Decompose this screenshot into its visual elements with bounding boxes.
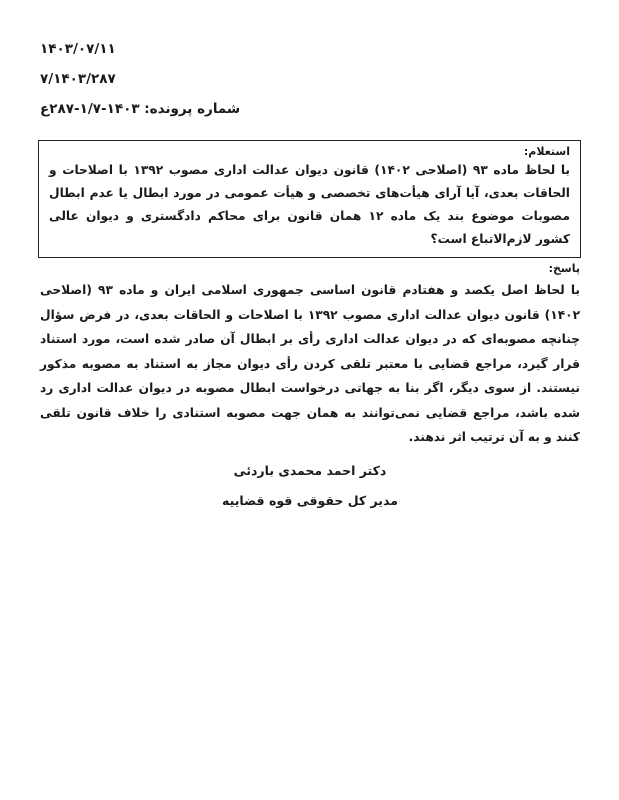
question-box bbox=[38, 140, 581, 258]
answer-label: پاسخ: bbox=[548, 262, 580, 275]
signature-block bbox=[180, 456, 440, 516]
signatory-name: دکتر احمد محمدی باردئی bbox=[233, 463, 387, 478]
answer-section bbox=[40, 262, 580, 450]
letter-number: ۷/۱۴۰۳/۲۸۷ bbox=[40, 71, 116, 87]
answer-text: با لحاظ اصل یکصد و هفتادم قانون اساسی جمهوری اسلامی ایران و ماده ۹۳ (اصلاحی ۱۴۰۲) قانون دیوان عدالت اداری مصوب ۱۳۹۲ با اصلاحات و الحاقات بعدی، در فرض سؤال چنانچه مصوبه‌ای که در دیوان عدالت اداری رأی بر ابطال آن صادر شده است، مورد استناد قرار گیرد، مراجع قضایی با معتبر تلقی کردن رأی دیوان مجاز به استناد به مصوبه مذکور نیستند. از سوی دیگر، اگر بنا به جهاتی درخواست ابطال مصوبه در دیوان عدالت اداری رد شده باشد، مراجع قضایی نمی‌توانند به همان جهت مصوبه استنادی را خلاف قانون تلقی کنند و به آن ترتیب اثر ندهند. bbox=[40, 283, 581, 444]
file-number bbox=[40, 94, 280, 124]
file-number-value: ۱۴۰۳-۱/۷-۲۸۷ع bbox=[40, 101, 140, 117]
question-text: با لحاظ ماده ۹۳ (اصلاحی ۱۴۰۲) قانون دیوان عدالت اداری مصوب ۱۳۹۲ با اصلاحات و الحاقات بعدی، آیا آرای هیأت‌های تخصصی و هیأت عمومی در مورد ابطال یا عدم ابطال مصوبات موضوع بند یک ماده ۱۲ همان قانون برای محاکم دادگستری و دیوان عالی کشور لازم‌الاتباع است؟ bbox=[49, 163, 571, 246]
letter-date: ۱۴۰۳/۰۷/۱۱ bbox=[40, 41, 116, 57]
question-label: استعلام: bbox=[523, 145, 570, 158]
file-number-label: شماره پرونده: bbox=[144, 101, 241, 117]
letter-header bbox=[40, 34, 280, 124]
signatory-title: مدیر کل حقوقی قوه قضاییه bbox=[222, 493, 398, 508]
